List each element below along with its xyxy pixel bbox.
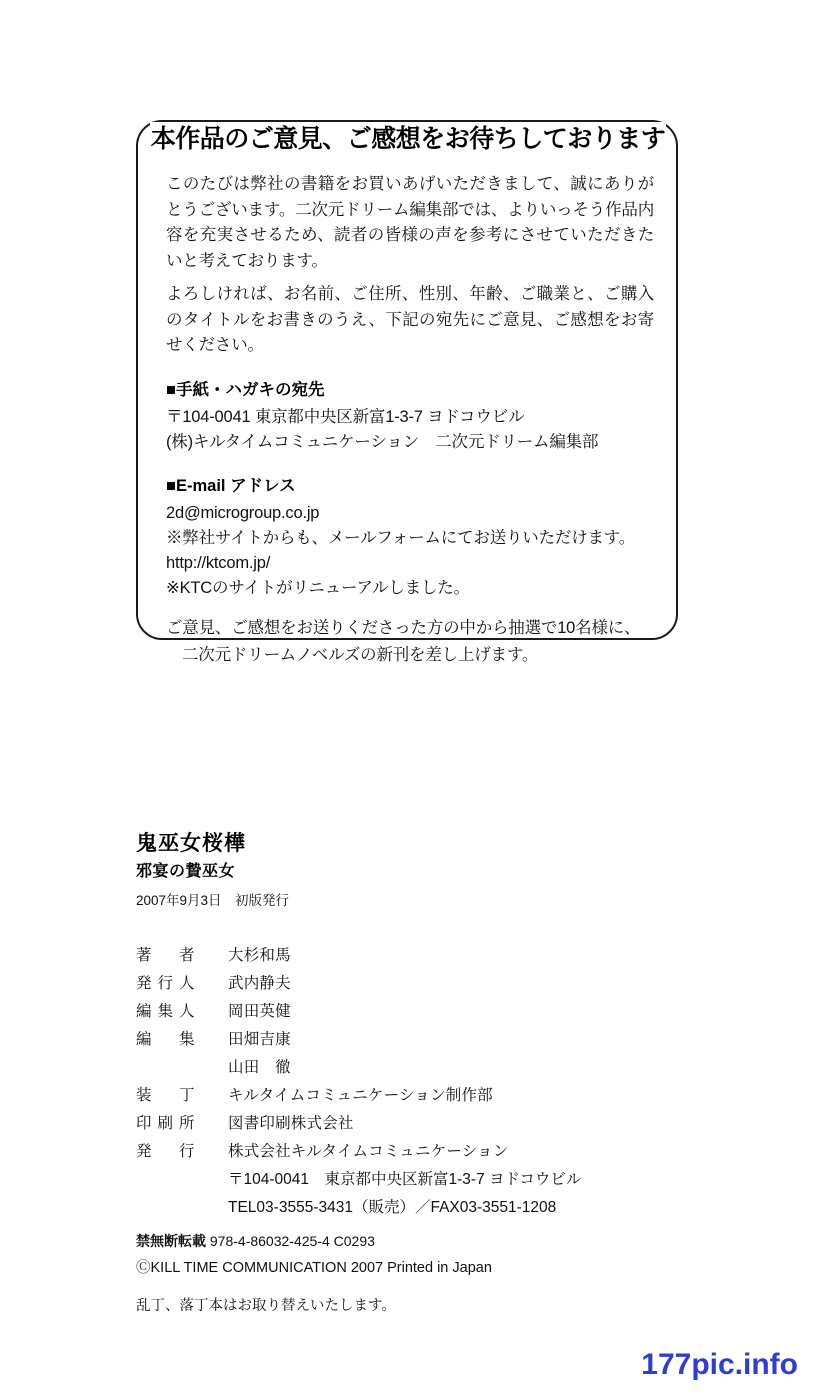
colophon xyxy=(136,830,696,1222)
credit-row xyxy=(136,998,696,1026)
publisher-address: 〒104-0041 東京都中央区新富1-3-7 ヨドコウビル xyxy=(228,1171,582,1188)
credit-label: 著 者 xyxy=(136,947,201,964)
credit-label: 発行人 xyxy=(136,975,201,992)
mail-section-title: ■手紙・ハガキの宛先 xyxy=(166,380,325,399)
credit-label: 発 行 xyxy=(136,1143,201,1160)
feedback-heading: 本作品のご意見、ご感想をお待ちしております xyxy=(150,122,666,156)
feedback-body xyxy=(166,172,654,669)
credit-label: 装 丁 xyxy=(136,1087,201,1104)
copyright-line: ⒸKILL TIME COMMUNICATION 2007 Printed in Japan xyxy=(136,1260,492,1276)
publisher-phone: TEL03-3555-3431（販売）／FAX03-3551-1208 xyxy=(228,1199,557,1216)
credit-value: 図書印刷株式会社 xyxy=(228,1115,354,1132)
credit-label: 印刷所 xyxy=(136,1115,201,1132)
credit-row xyxy=(136,970,696,998)
mail-address-line-2: (株)キルタイムコミュニケーション 二次元ドリーム編集部 xyxy=(166,432,599,451)
credit-value: 田畑吉康 xyxy=(228,1031,291,1048)
credit-value: 山田 徹 xyxy=(228,1059,291,1076)
credit-row xyxy=(136,942,696,970)
publication-date: 2007年9月3日 初版発行 xyxy=(136,893,290,908)
mail-address-line-1: 〒104-0041 東京都中央区新富1-3-7 ヨドコウビル xyxy=(166,407,525,426)
credit-row xyxy=(136,1110,696,1138)
credit-row xyxy=(136,1054,696,1082)
legal-block xyxy=(136,1230,696,1318)
exchange-note: 乱丁、落丁本はお取り替えいたします。 xyxy=(136,1298,396,1314)
book-subtitle: 邪宴の贄巫女 xyxy=(136,863,236,880)
credit-row xyxy=(136,1082,696,1110)
spacer xyxy=(166,601,654,615)
credit-value: 岡田英健 xyxy=(228,1003,291,1020)
credits-list xyxy=(136,942,696,1222)
website-note: ※KTCのサイトがリニューアルしました。 xyxy=(166,578,470,597)
credit-value: キルタイムコミュニケーション制作部 xyxy=(228,1087,493,1104)
credit-label: 編 集 xyxy=(136,1031,201,1048)
credit-value: 大杉和馬 xyxy=(228,947,291,964)
closing-line-2: 二次元ドリームノベルズの新刊を差し上げます。 xyxy=(182,645,539,664)
credit-value: 株式会社キルタイムコミュニケーション xyxy=(228,1143,509,1160)
book-title: 鬼巫女桜樺 xyxy=(136,832,246,855)
site-watermark: 177pic.info xyxy=(641,1348,798,1381)
feedback-paragraph-1: このたびは弊社の書籍をお買いあげいただきまして、誠にありがとうございます。二次元ドリーム編集部では、よりいっそう作品内容を充実させるため、読者の皆様の声を参考にさせていただきたいと考えております。 xyxy=(166,175,654,270)
closing-line-1: ご意見、ご感想をお送りくださった方の中から抽選で10名様に、 xyxy=(166,618,641,637)
email-note: ※弊社サイトからも、メールフォームにてお送りいただけます。 xyxy=(166,528,636,547)
email-section-title: ■E-mail アドレス xyxy=(166,476,296,495)
isbn-value: 978-4-86032-425-4 C0293 xyxy=(209,1233,375,1249)
credit-row xyxy=(136,1026,696,1054)
reprint-prohibited-label: 禁無断転載 xyxy=(136,1233,206,1249)
email-address[interactable]: 2d@microgroup.co.jp xyxy=(166,503,320,522)
isbn-line xyxy=(136,1230,696,1252)
credit-value: 武内静夫 xyxy=(228,975,291,992)
feedback-paragraph-2: よろしければ、お名前、ご住所、性別、年齢、ご職業と、ご購入のタイトルをお書きのうえ、下記の宛先にご意見、ご感想をお寄せください。 xyxy=(166,285,654,354)
website-url[interactable]: http://ktcom.jp/ xyxy=(166,553,271,572)
credit-row xyxy=(136,1138,696,1166)
credit-label: 編集人 xyxy=(136,1003,201,1020)
